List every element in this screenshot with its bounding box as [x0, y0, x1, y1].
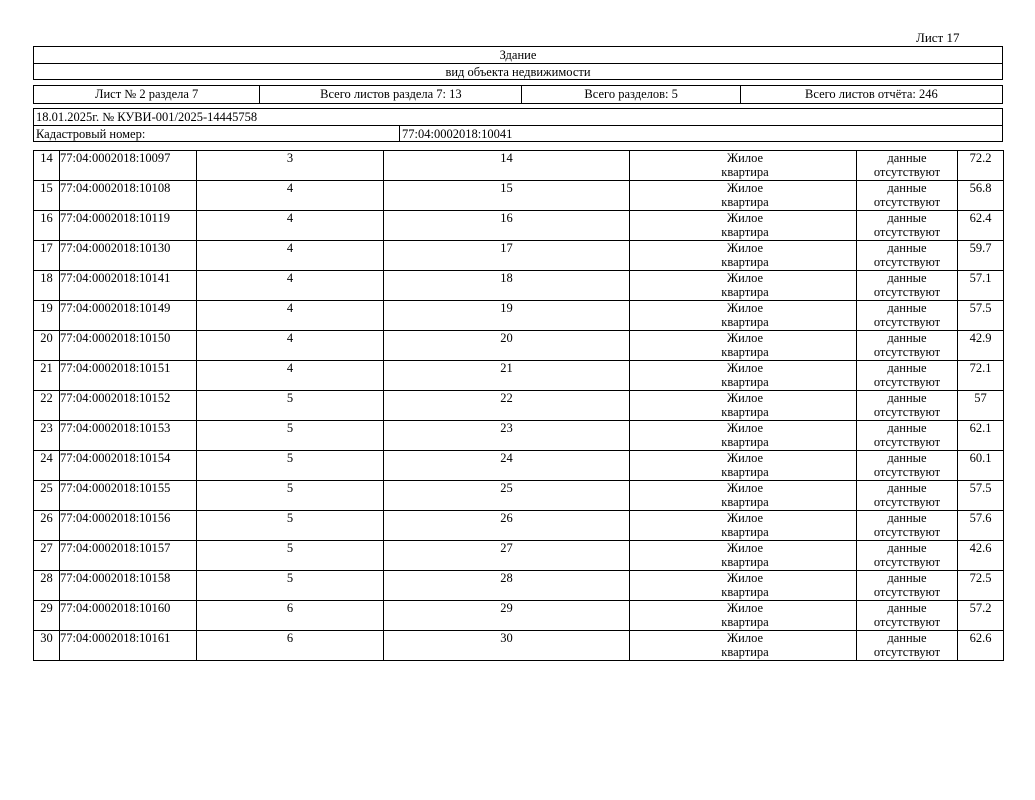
room-number: 26 [384, 511, 630, 541]
data-status-line1: данные [887, 181, 927, 195]
premises-type-line1: Жилое [726, 421, 764, 435]
table-row [34, 421, 1004, 451]
data-status [857, 601, 958, 631]
floor-cell: 5 [197, 451, 384, 481]
premises-type-line2: квартира [721, 195, 769, 209]
row-number: 26 [34, 511, 60, 541]
cadastral-number: 77:04:0002018:10161 [60, 631, 197, 661]
data-status [857, 631, 958, 661]
room-number: 15 [384, 181, 630, 211]
floor-cell: 4 [197, 331, 384, 361]
row-number: 29 [34, 601, 60, 631]
table-row [34, 361, 1004, 391]
room-number: 21 [384, 361, 630, 391]
data-status-line1: данные [887, 361, 927, 375]
cadastral-number: 77:04:0002018:10119 [60, 211, 197, 241]
data-status-line1: данные [887, 271, 927, 285]
table-row [34, 451, 1004, 481]
room-number: 27 [384, 541, 630, 571]
premises-type [630, 211, 857, 241]
room-number: 22 [384, 391, 630, 421]
table-row [34, 571, 1004, 601]
data-status-line1: данные [887, 301, 927, 315]
sheet-of-section: Лист № 2 раздела 7 [94, 87, 199, 101]
room-number: 16 [384, 211, 630, 241]
area-cell: 57.1 [958, 271, 1004, 301]
premises-type-line1: Жилое [726, 571, 764, 585]
data-status [857, 571, 958, 601]
table-row [34, 241, 1004, 271]
area-cell: 60.1 [958, 451, 1004, 481]
cadastral-row [34, 126, 1002, 142]
cadastral-number: 77:04:0002018:10150 [60, 331, 197, 361]
data-status-line1: данные [887, 421, 927, 435]
premises-type-line2: квартира [721, 375, 769, 389]
premises-type-line1: Жилое [726, 511, 764, 525]
data-status [857, 181, 958, 211]
room-number: 23 [384, 421, 630, 451]
data-status-line1: данные [887, 391, 927, 405]
room-number: 14 [384, 151, 630, 181]
area-cell: 57.2 [958, 601, 1004, 631]
area-cell: 57.6 [958, 511, 1004, 541]
premises-type [630, 601, 857, 631]
cadastral-number: 77:04:0002018:10156 [60, 511, 197, 541]
premises-type [630, 481, 857, 511]
table-row [34, 511, 1004, 541]
premises-type-line2: квартира [721, 645, 769, 659]
sheet-number: Лист 17 [916, 30, 960, 45]
premises-type-line2: квартира [721, 285, 769, 299]
data-status-line2: отсутствуют [873, 495, 941, 509]
cadastral-number: 77:04:0002018:10152 [60, 391, 197, 421]
floor-cell: 4 [197, 301, 384, 331]
row-number: 21 [34, 361, 60, 391]
premises-type [630, 151, 857, 181]
row-number: 25 [34, 481, 60, 511]
data-status-line2: отсутствуют [873, 525, 941, 539]
floor-cell: 5 [197, 541, 384, 571]
cadastral-label: Кадастровый номер: [36, 127, 146, 141]
premises-type [630, 421, 857, 451]
row-number: 14 [34, 151, 60, 181]
table-row [34, 601, 1004, 631]
floor-cell: 6 [197, 601, 384, 631]
floor-cell: 6 [197, 631, 384, 661]
data-status-line2: отсутствуют [873, 285, 941, 299]
premises-type-line1: Жилое [726, 541, 764, 555]
cadastral-number: 77:04:0002018:10155 [60, 481, 197, 511]
premises-type-line1: Жилое [726, 241, 764, 255]
table-row [34, 541, 1004, 571]
data-status-line1: данные [887, 481, 927, 495]
cadastral-number: 77:04:0002018:10158 [60, 571, 197, 601]
room-number: 18 [384, 271, 630, 301]
premises-type-line2: квартира [721, 345, 769, 359]
premises-type-line2: квартира [721, 435, 769, 449]
data-status-line2: отсутствуют [873, 195, 941, 209]
premises-type [630, 301, 857, 331]
floor-cell: 4 [197, 241, 384, 271]
room-number: 28 [384, 571, 630, 601]
floor-cell: 4 [197, 181, 384, 211]
data-status-line2: отсутствуют [873, 615, 941, 629]
premises-type [630, 511, 857, 541]
cadastral-number: 77:04:0002018:10130 [60, 241, 197, 271]
data-status-line1: данные [887, 151, 927, 165]
cadastral-number: 77:04:0002018:10141 [60, 271, 197, 301]
premises-type [630, 631, 857, 661]
floor-cell: 5 [197, 571, 384, 601]
floor-cell: 5 [197, 511, 384, 541]
cadastral-number: 77:04:0002018:10154 [60, 451, 197, 481]
data-status-line2: отсутствуют [873, 555, 941, 569]
premises-type-line1: Жилое [726, 331, 764, 345]
data-status [857, 151, 958, 181]
sheet-info-bar [33, 85, 1003, 104]
premises-type-line1: Жилое [726, 451, 764, 465]
data-status-line2: отсутствуют [873, 585, 941, 599]
data-status [857, 391, 958, 421]
data-status-line2: отсутствуют [873, 405, 941, 419]
row-number: 18 [34, 271, 60, 301]
area-cell: 62.1 [958, 421, 1004, 451]
floor-cell: 4 [197, 361, 384, 391]
data-status-line1: данные [887, 631, 927, 645]
premises-type-line1: Жилое [726, 391, 764, 405]
data-status [857, 541, 958, 571]
row-number: 27 [34, 541, 60, 571]
area-cell: 56.8 [958, 181, 1004, 211]
data-status-line1: данные [887, 541, 927, 555]
cadastral-number: 77:04:0002018:10160 [60, 601, 197, 631]
premises-type-line1: Жилое [726, 601, 764, 615]
floor-cell: 4 [197, 271, 384, 301]
table-row [34, 331, 1004, 361]
premises-type-line2: квартира [721, 495, 769, 509]
data-status-line2: отсутствуют [873, 315, 941, 329]
floor-cell: 4 [197, 211, 384, 241]
cadastral-number: 77:04:0002018:10149 [60, 301, 197, 331]
data-status-line2: отсутствуют [873, 225, 941, 239]
table-row [34, 211, 1004, 241]
data-status-line1: данные [887, 451, 927, 465]
room-number: 30 [384, 631, 630, 661]
area-cell: 72.5 [958, 571, 1004, 601]
premises-type-line2: квартира [721, 555, 769, 569]
premises-type-line2: квартира [721, 255, 769, 269]
data-status [857, 511, 958, 541]
cadastral-number: 77:04:0002018:10108 [60, 181, 197, 211]
data-status [857, 271, 958, 301]
area-cell: 59.7 [958, 241, 1004, 271]
premises-type-line2: квартира [721, 615, 769, 629]
premises-type-line1: Жилое [726, 361, 764, 375]
table-row [34, 151, 1004, 181]
premises-type-line2: квартира [721, 525, 769, 539]
area-cell: 72.1 [958, 361, 1004, 391]
data-status-line2: отсутствуют [873, 645, 941, 659]
table-row [34, 301, 1004, 331]
area-cell: 42.6 [958, 541, 1004, 571]
object-title: Здание [499, 48, 537, 62]
data-status-line2: отсутствуют [873, 435, 941, 449]
row-number: 28 [34, 571, 60, 601]
area-cell: 62.4 [958, 211, 1004, 241]
premises-type [630, 181, 857, 211]
premises-type-line2: квартира [721, 315, 769, 329]
floor-cell: 3 [197, 151, 384, 181]
data-status-line1: данные [887, 331, 927, 345]
premises-type-line2: квартира [721, 585, 769, 599]
cadastral-number: 77:04:0002018:10151 [60, 361, 197, 391]
object-subtitle: вид объекта недвижимости [34, 63, 1002, 80]
area-cell: 62.6 [958, 631, 1004, 661]
object-header [33, 46, 1003, 80]
table-row [34, 481, 1004, 511]
area-cell: 42.9 [958, 331, 1004, 361]
room-number: 29 [384, 601, 630, 631]
data-status-line1: данные [887, 511, 927, 525]
data-status-line1: данные [887, 241, 927, 255]
data-status-line1: данные [887, 211, 927, 225]
data-status-line1: данные [887, 571, 927, 585]
premises-type-line2: квартира [721, 465, 769, 479]
data-status [857, 301, 958, 331]
floor-cell: 5 [197, 391, 384, 421]
row-number: 15 [34, 181, 60, 211]
premises-table [33, 150, 1004, 661]
area-cell: 72.2 [958, 151, 1004, 181]
room-number: 17 [384, 241, 630, 271]
table-row [34, 271, 1004, 301]
data-status [857, 451, 958, 481]
row-number: 20 [34, 331, 60, 361]
premises-type [630, 331, 857, 361]
premises-type-line1: Жилое [726, 181, 764, 195]
premises-type [630, 271, 857, 301]
premises-type-line1: Жилое [726, 301, 764, 315]
cadastral-value: 77:04:0002018:10041 [399, 126, 512, 142]
document-meta [33, 108, 1003, 142]
premises-type-line1: Жилое [726, 151, 764, 165]
data-status [857, 421, 958, 451]
data-status-line2: отсутствуют [873, 345, 941, 359]
premises-type [630, 541, 857, 571]
room-number: 24 [384, 451, 630, 481]
row-number: 22 [34, 391, 60, 421]
premises-type [630, 391, 857, 421]
room-number: 19 [384, 301, 630, 331]
date-number: 18.01.2025г. № КУВИ-001/2025-14445758 [34, 109, 1002, 126]
area-cell: 57 [958, 391, 1004, 421]
data-status-line2: отсутствуют [873, 165, 941, 179]
row-number: 30 [34, 631, 60, 661]
row-number: 23 [34, 421, 60, 451]
premises-type-line1: Жилое [726, 631, 764, 645]
total-sheets-report: Всего листов отчёта: 246 [740, 86, 1002, 103]
table-row [34, 181, 1004, 211]
floor-cell: 5 [197, 421, 384, 451]
premises-type-line1: Жилое [726, 271, 764, 285]
premises-type [630, 571, 857, 601]
premises-type-line1: Жилое [726, 481, 764, 495]
area-cell: 57.5 [958, 301, 1004, 331]
premises-type-line2: квартира [721, 225, 769, 239]
data-status [857, 241, 958, 271]
room-number: 25 [384, 481, 630, 511]
cadastral-number: 77:04:0002018:10157 [60, 541, 197, 571]
premises-type-line2: квартира [721, 165, 769, 179]
data-status [857, 481, 958, 511]
premises-table-body [34, 151, 1004, 661]
premises-type [630, 361, 857, 391]
premises-type [630, 451, 857, 481]
area-cell: 57.5 [958, 481, 1004, 511]
table-row [34, 631, 1004, 661]
floor-cell: 5 [197, 481, 384, 511]
data-status-line2: отсутствуют [873, 465, 941, 479]
data-status [857, 331, 958, 361]
data-status-line1: данные [887, 601, 927, 615]
premises-type [630, 241, 857, 271]
premises-type-line2: квартира [721, 405, 769, 419]
row-number: 17 [34, 241, 60, 271]
table-row [34, 391, 1004, 421]
cadastral-number: 77:04:0002018:10097 [60, 151, 197, 181]
row-number: 24 [34, 451, 60, 481]
data-status [857, 211, 958, 241]
total-sheets-section: Всего листов раздела 7: 13 [259, 86, 521, 103]
total-sections: Всего разделов: 5 [521, 86, 739, 103]
row-number: 16 [34, 211, 60, 241]
premises-type-line1: Жилое [726, 211, 764, 225]
data-status-line2: отсутствуют [873, 255, 941, 269]
data-status-line2: отсутствуют [873, 375, 941, 389]
data-status [857, 361, 958, 391]
room-number: 20 [384, 331, 630, 361]
row-number: 19 [34, 301, 60, 331]
cadastral-number: 77:04:0002018:10153 [60, 421, 197, 451]
